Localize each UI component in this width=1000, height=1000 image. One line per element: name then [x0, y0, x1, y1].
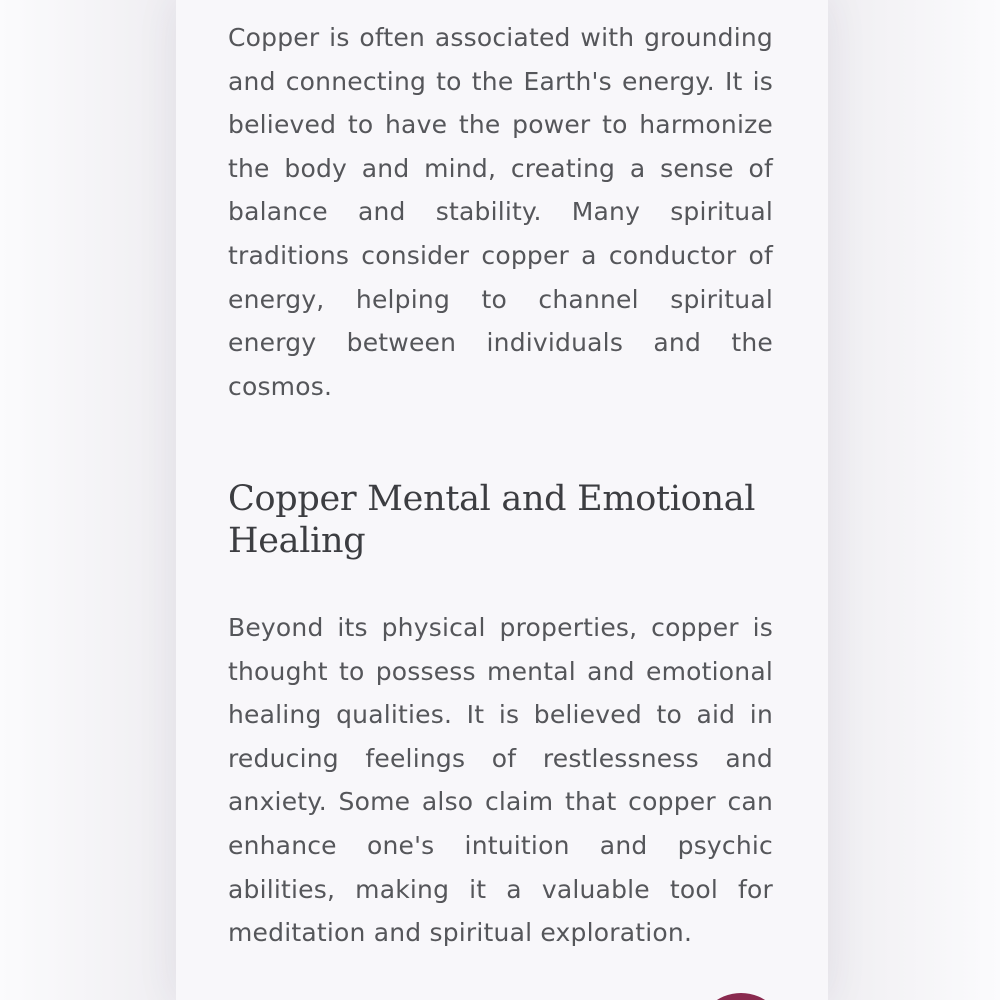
intro-paragraph: Copper is often associated with grounding and connecting to the Earth's energy. It is believed to have the power to harmonize the body and mind, creating a sense of balance and stability. Many spiritual traditions consider copper a conductor of energy, helping to channel spiritual energy between individuals and the cosmos. [228, 23, 773, 401]
section-heading: Copper Mental and Emotional Healing [228, 479, 756, 561]
article-card [176, 0, 828, 1000]
healing-paragraph: Beyond its physical properties, copper is thought to possess mental and emotional healing qualities. It is believed to aid in reducing feelings of restlessness and anxiety. Some also claim that copper can enhance one's intuition and psychic abilities, making it a valuable tool for meditation and spiritual exploration. [228, 613, 773, 948]
floating-action-button[interactable] [696, 993, 786, 1000]
